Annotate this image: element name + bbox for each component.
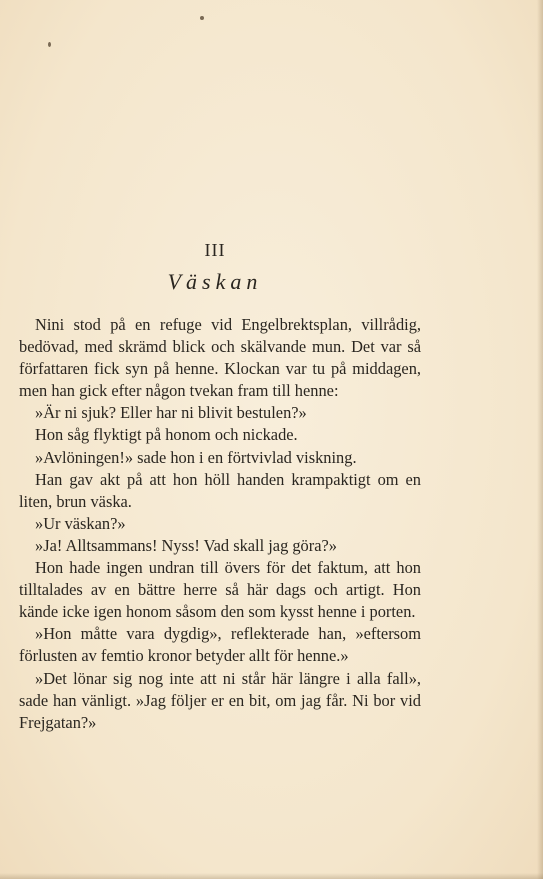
paragraph: »Är ni sjuk? Eller har ni blivit bestulen?» — [35, 403, 307, 423]
paragraph: Nini stod på en refuge vid Engelbrektsplan, villrådig, bedövad, med skrämd blick och skälvande mun. Det var så författaren fick syn på henne. Klockan var tu på middagen, men han gick efter någon tvekan fram till henne: — [19, 315, 421, 401]
paragraph: »Ur väskan?» — [35, 513, 126, 533]
chapter-number: III — [204, 240, 226, 260]
chapter-title: Väskan — [167, 269, 263, 294]
paragraph: Hon såg flyktigt på honom och nickade. — [35, 425, 298, 445]
body-text — [19, 314, 421, 734]
page-speck — [200, 16, 204, 20]
paragraph: »Avlöningen!» sade hon i en förtvivlad viskning. — [35, 447, 357, 467]
paragraph: Hon hade ingen undran till övers för det faktum, att hon tilltalades av en bättre herre så här dags och artigt. Hon kände icke igen honom såsom den som kysst henne i porten. — [19, 558, 421, 622]
paragraph: »Ja! Alltsammans! Nyss! Vad skall jag göra?» — [35, 535, 337, 555]
page-speck — [48, 42, 51, 47]
paragraph: Han gav akt på att hon höll handen krampaktigt om en liten, brun väska. — [19, 469, 421, 511]
page-edge-shadow — [0, 873, 543, 879]
paragraph: »Hon måtte vara dygdig», reflekterade han, »eftersom förlusten av femtio kronor betyder allt för henne.» — [19, 624, 421, 666]
paragraph: »Det lönar sig nog inte att ni står här längre i alla fall», sade han vänligt. »Jag följer er en bit, om jag får. Ni bor vid Frejgatan?» — [19, 668, 421, 732]
page-edge-shadow — [537, 0, 543, 879]
